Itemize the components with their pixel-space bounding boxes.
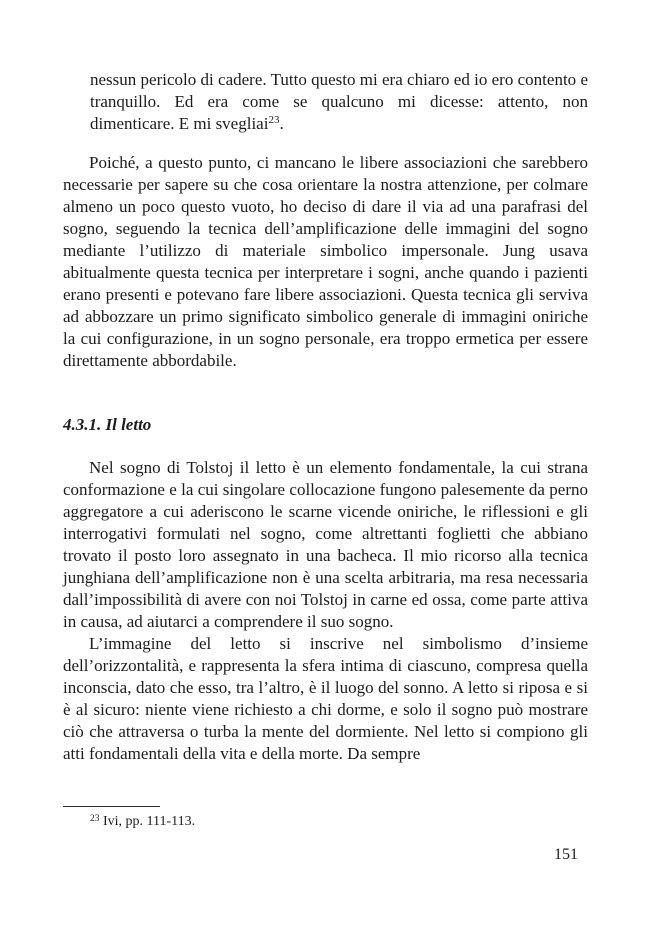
section-heading-il-letto: 4.3.1. Il letto — [63, 415, 152, 434]
footnote-divider-rule — [63, 806, 160, 807]
paragraph-amplification: Poiché, a questo punto, ci mancano le libere associazioni che sarebbero necessarie per sapere su che cosa orientare la nostra attenzione, per colmare almeno un poco questo vuoto, ho deciso di dare il via ad una parafrasi del sogno, seguendo la tecnica dell’amplificazione delle immagini del sogno mediante l’utilizzo di materiale simbolico impersonale. Jung usava abitualmente questa tecnica per interpretare i sogni, anche quando i pazienti erano presenti e potevano fare libere associazioni. Questa tecnica gli serviva ad abbozzare un primo significato simbolico generale di immagini oniriche la cui configurazione, in un sogno personale, era troppo ermetica per essere direttamente abbordabile. — [63, 153, 588, 370]
text-block — [63, 69, 588, 765]
footnote-text: Ivi, pp. 111-113. — [103, 814, 196, 829]
quote-end-punctuation: . — [279, 114, 284, 133]
quote-text: nessun pericolo di cadere. Tutto questo mi era chiaro ed io ero contento e tranquillo. Ed era come se qualcuno mi dicesse: attento, non dimenticare. E mi svegliai — [90, 70, 588, 133]
paragraph-immagine-del-letto: L’immagine del letto si inscrive nel simbolismo d’insieme dell’orizzontalità, e rappresenta la sfera intima di ciascuno, compresa quella inconscia, dato che esso, tra l’altro, è il luogo del sonno. A letto si riposa e si è al sicuro: niente viene richiesto a chi dorme, e solo il sogno può mostrare ciò che attraversa o turba la mente del dormiente. Nel letto si compiono gli atti fondamentali della vita e della morte. Da sempre — [63, 634, 588, 763]
footnote-reference-marker: 23 — [268, 114, 280, 126]
page-number: 151 — [554, 846, 578, 863]
dream-block-quote — [90, 69, 588, 135]
paragraph-nel-sogno: Nel sogno di Tolstoj il letto è un elemento fondamentale, la cui strana conformazione e la cui singolare collocazione fungono palesemente da perno aggregatore a cui aderiscono le scarne vicende oniriche, le riflessioni e gli interrogativi formulati nel sogno, come altrettanti foglietti che abbiano trovato il posto loro assegnato in una bacheca. Il mio ricorso alla tecnica junghiana dell’amplificazione non è una scelta arbitraria, ma resa necessaria dall’impossibilità di avere con noi Tolstoj in carne ed ossa, come parte attiva in causa, ad aiutarci a comprendere il suo sogno. — [63, 458, 588, 631]
footnote-area — [63, 806, 588, 831]
footnote-number: 23 — [90, 814, 100, 824]
footnote-23 — [63, 813, 588, 831]
